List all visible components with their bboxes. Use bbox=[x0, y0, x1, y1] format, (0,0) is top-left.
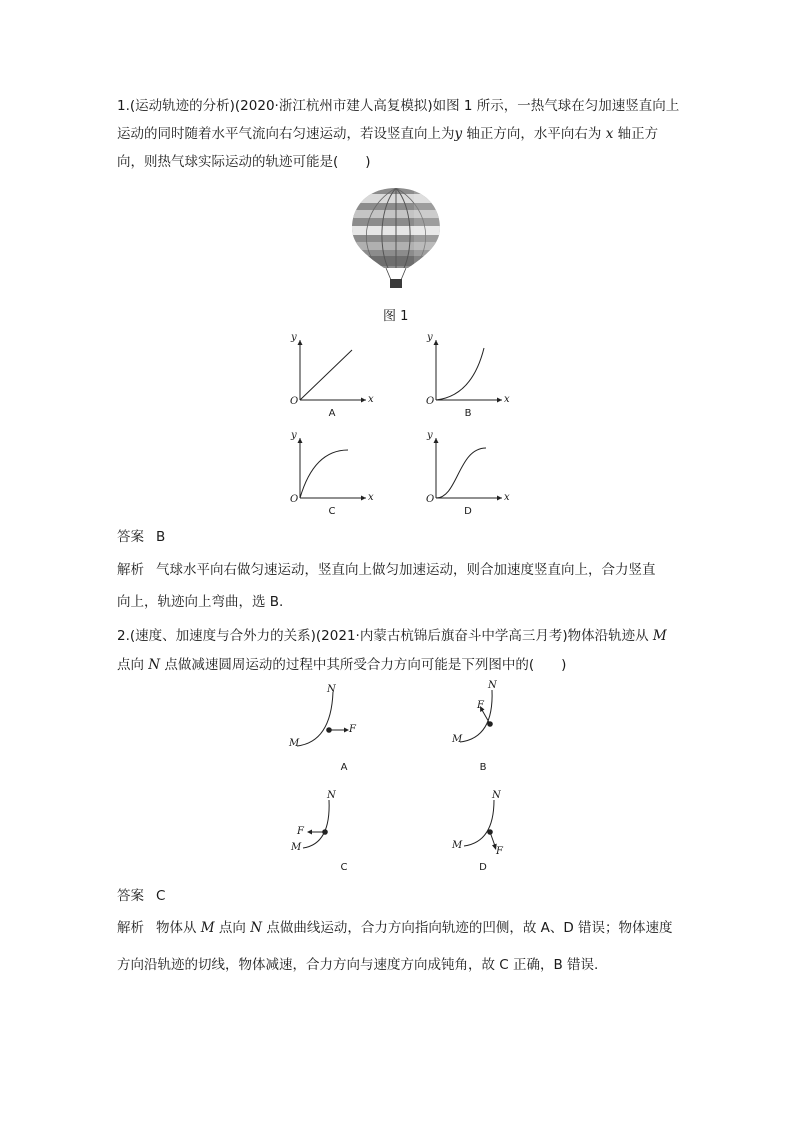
question2-explanation-line2: 方向沿轨迹的切线，物体减速，合力方向与速度方向成钝角，故 C 正确，B 错误. bbox=[117, 957, 599, 973]
question1-line2: 运动的同时随着水平气流向右匀速运动，若设竖直向上为y 轴正方向，水平向右为 x 轴正方 bbox=[117, 126, 659, 142]
option-label-d: D bbox=[479, 862, 487, 873]
option-label-b: B bbox=[464, 408, 472, 419]
question1-line1: 1.(运动轨迹的分析)(2020·浙江杭州市建人高复模拟)如图 1 所示，一热气球在匀加速竖直向上 bbox=[117, 98, 680, 114]
question1-line3: 向，则热气球实际运动的轨迹可能是( ) bbox=[117, 154, 371, 170]
option-label-c: C bbox=[328, 506, 336, 517]
question2-explanation-line1: 解析 物体从 M 点向 N 点做曲线运动，合力方向指向轨迹的凹侧，故 A、D 错误；物体速度 bbox=[117, 920, 673, 936]
question2-line1: 2.(速度、加速度与合外力的关系)(2021·内蒙古杭锦后旗奋斗中学高三月考)物体沿轨迹从 M bbox=[117, 628, 667, 644]
hot-air-balloon-image bbox=[350, 186, 442, 290]
option-graph-d: y x O D bbox=[426, 430, 510, 517]
force-diagram-c: N M F C bbox=[285, 790, 395, 890]
trajectory-curve bbox=[436, 348, 484, 400]
force-diagram-b: N M F B bbox=[452, 680, 497, 773]
option-label-d: D bbox=[464, 506, 472, 517]
question2-line2: 点向 N 点做减速圆周运动的过程中其所受合力方向可能是下列图中的( ) bbox=[117, 657, 567, 673]
option-graph-a: y x O A bbox=[290, 332, 374, 419]
figure-caption: 图 1 bbox=[383, 309, 409, 324]
trajectory-line bbox=[300, 350, 352, 400]
option-graph-b: y x O B bbox=[426, 332, 510, 419]
option-label-b: B bbox=[479, 762, 487, 773]
force-diagram-d: N M F D bbox=[452, 790, 503, 873]
trajectory-curve bbox=[300, 450, 348, 498]
question1-explanation-line1: 解析 气球水平向右做匀速运动，竖直向上做匀加速运动，则合加速度竖直向上，合力竖直 bbox=[117, 562, 656, 578]
question1-explanation-line2: 向上，轨迹向上弯曲，选 B. bbox=[117, 594, 284, 610]
option-label-c: C bbox=[340, 862, 348, 873]
question2-answer: 答案 C bbox=[117, 888, 166, 904]
option-graph-c: y x O C bbox=[290, 430, 374, 517]
option-label-a: A bbox=[328, 408, 336, 419]
question1-answer: 答案 B bbox=[117, 529, 166, 545]
trajectory-curve bbox=[436, 448, 486, 498]
force-diagram-a: N M F A bbox=[285, 684, 395, 784]
option-label-a: A bbox=[340, 762, 348, 773]
